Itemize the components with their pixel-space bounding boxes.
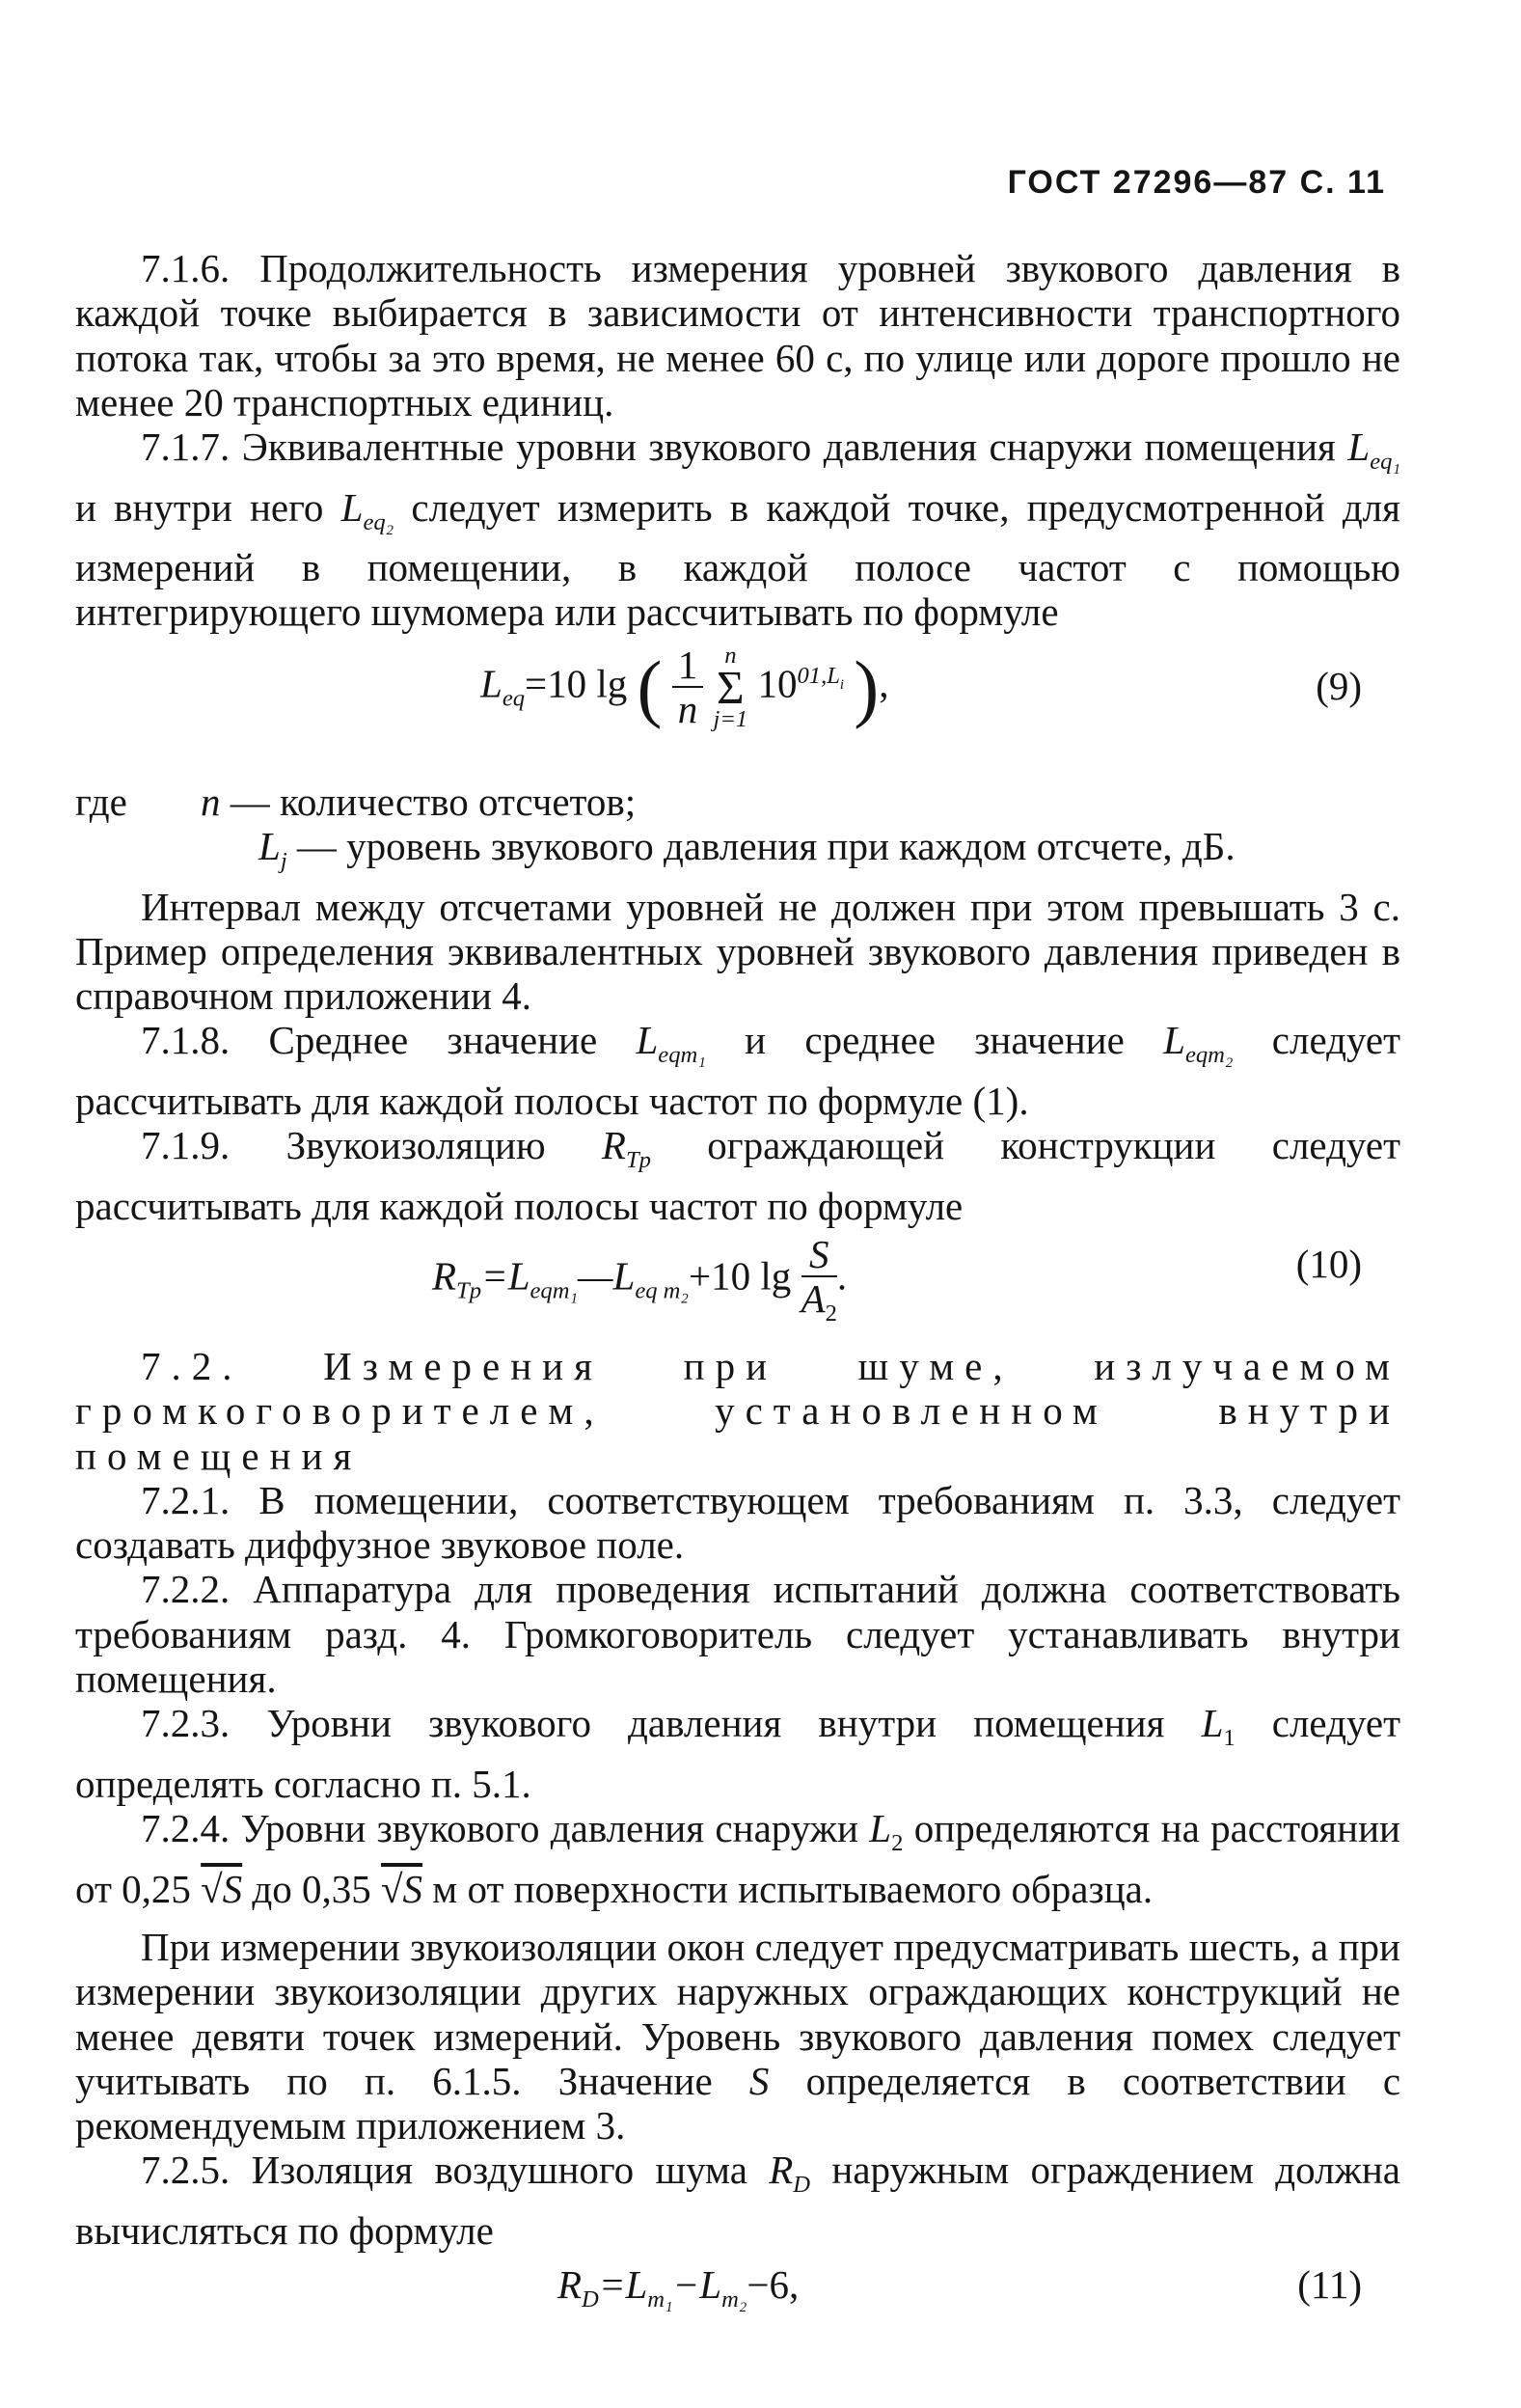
fraction-s-over-a2: $\frac{S}{A_2}$	[801, 1231, 837, 1327]
symbol-leq2: $L_{eq_2}$	[340, 484, 394, 535]
paragraph-7-2-4: 7.2.4. Уровни звукового давления снаружи $L_2$ определяются на расстоянии от 0,25 √S до 0,35 √S м от поверхности испытываемого образца.	[75, 1806, 1400, 1911]
formula-number-9: (9)	[1316, 663, 1362, 708]
paragraph-7-2-1: 7.2.1. В помещении, соответствующем требованиям п. 3.3, следует создавать диффузное звуковое поле.	[75, 1477, 1400, 1568]
document-body	[75, 246, 1400, 2330]
formula-number-11: (11)	[1297, 2262, 1362, 2308]
heading-7-2: 7.2. Измерения при шуме, излучаемом громкоговорителем, установленном внутри помещения	[75, 1343, 1400, 1478]
paragraph-7-1-8: 7.1.8. Среднее значение $L_{eqm_1}$ и среднее значение $L_{eqm_2}$ следует рассчитывать для каждой полосы частот по формуле (1).	[75, 1018, 1401, 1123]
page-header: ГОСТ 27296—87 С. 11	[1007, 164, 1386, 201]
paragraph-7-2-2: 7.2.2. Аппаратура для проведения испытаний должна соответствовать требованиям разд. 4. Громкоговоритель следует устанавливать внутри помещения.	[75, 1567, 1400, 1702]
where-block: где n — количество отсчетов; $L_j$ — уровень звукового давления при каждом отсчете, дБ.	[75, 779, 1236, 875]
paragraph-windows: При измерении звукоизоляции окон следует предусматривать шесть, а при измерении звукоизоляции других наружных ограждающих конструкций не менее девяти точек измерений. Уровень звукового давления помех следует учитывать по п. 6.1.5. Значение S определяется в соответствии с рекомендуемым приложением 3.	[75, 1924, 1401, 2148]
paragraph-interval: Интервал между отсчетами уровней не должен при этом превышать 3 с. Пример определения эквивалентных уровней звукового давления приведен в справочном приложении 4.	[75, 884, 1400, 1019]
fraction-1-over-n: $\frac{1}{n}$	[672, 644, 704, 731]
paragraph-7-2-5: 7.2.5. Изоляция воздушного шума $R_D$ наружным ограждением должна вычисляться по формуле	[75, 2148, 1401, 2253]
formula-number-10: (10)	[1295, 1241, 1362, 1286]
summation-sign: n Σ j=1	[713, 642, 748, 732]
formula-9: $L_{eq}=10$ lg ( $\frac{1}{n}$ n Σ j=1 $10^{01,L_i}$ ), (9)	[480, 642, 1362, 732]
symbol-leq1: $L_{eq_1}$	[1347, 424, 1400, 476]
paragraph-7-1-7: 7.1.7. Эквивалентные уровни звукового давления снаружи помещения $L_{eq_1}$ и внутри него $L_{eq_2}$ следует измерить в каждой точке, предусмотренной для измерений в помещении, в каждой полосе частот с помощью интегрирующего шумомера или рассчитывать по формуле	[75, 424, 1401, 635]
paragraph-7-1-9: 7.1.9. Звукоизоляцию $R_{Tp}$ ограждающей конструкции следует рассчитывать для каждой полосы частот по формуле	[75, 1123, 1401, 1228]
paragraph-7-1-6: 7.1.6. Продолжительность измерения уровней звукового давления в каждой точке выбирается в зависимости от интенсивности транспортного потока так, чтобы за это время, не менее 60 с, по улице или дороге прошло не менее 20 транспортных единиц.	[75, 246, 1400, 424]
formula-11: $R_D=L_{m_1}-L_{m_2}-6$, (11)	[557, 2262, 1362, 2313]
paragraph-7-2-3: 7.2.3. Уровни звукового давления внутри помещения $L_1$ следует определять согласно п. 5.1.	[75, 1701, 1401, 1806]
formula-10: $R_{Tp}=L_{eqm_1}—L_{eq m_2}+10$ lg $\frac{S}{A_2}$ . (10)	[432, 1231, 1362, 1327]
